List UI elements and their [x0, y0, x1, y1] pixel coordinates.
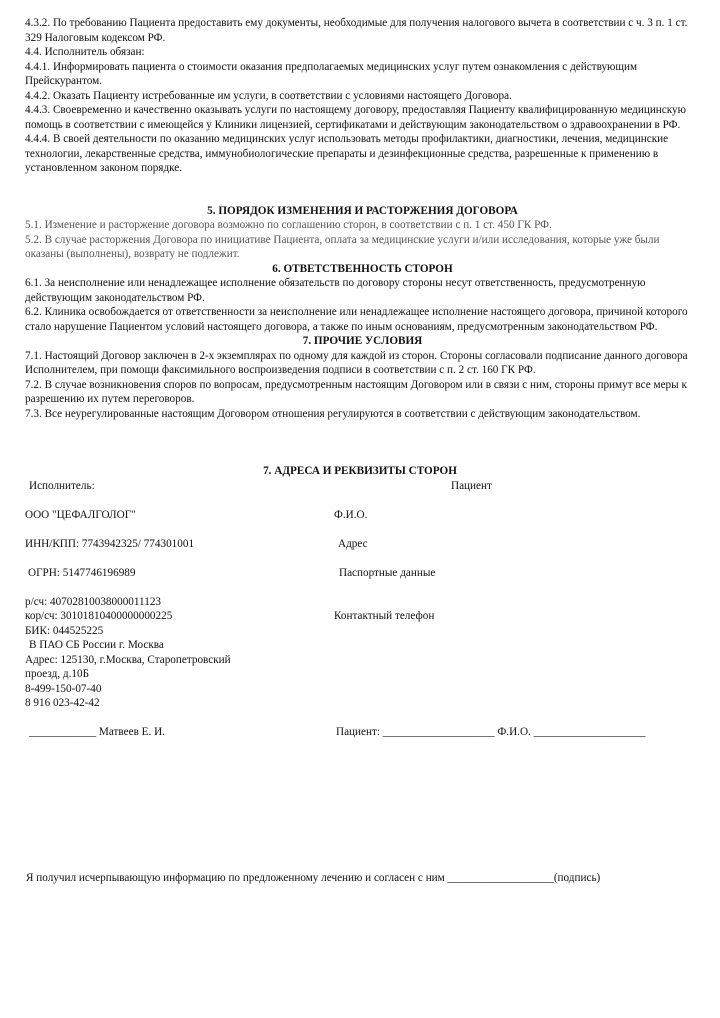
patient-fio-label: Ф.И.О.	[334, 509, 368, 521]
clause-7-3: 7.3. Все неурегулированные настоящим Договором отношения регулируются в соответствии с действующим законодательством.	[25, 407, 641, 420]
clause-4-4: 4.4. Исполнитель обязан:	[25, 46, 145, 58]
phone-2: 8 916 023-42-42	[25, 697, 100, 709]
consent-statement: Я получил исчерпывающую информацию по предложенному лечению и согласен с ним ___________________(подпись)	[26, 872, 601, 884]
company-name: ООО "ЦЕФАЛГОЛОГ"	[25, 509, 136, 521]
section-6-title: 6. ОТВЕТСТВЕННОСТЬ СТОРОН	[272, 262, 453, 275]
clause-4-4-4: 4.4.4. В своей деятельности по оказанию медицинских услуг использовать методы профилактики, диагностики, лечения, медицинские технологии, лекарственные средства, иммунобиологические препараты и дезинфекционные средства, разрешенные к применению в установленном законом порядке.	[25, 133, 669, 174]
clause-6-2: 6.2. Клиника освобождается от ответственности за неисполнение или ненадлежащее исполнение настоящего договора, причиной которого стало нарушение Пациентом условий настоящего договора, а также по иным основаниям, предусмотренным законодательством РФ.	[25, 306, 688, 333]
ogrn: ОГРН: 5147746196989	[28, 567, 136, 579]
clause-4-4-2: 4.4.2. Оказать Пациенту истребованные им услуги, в соответствии с условиями настоящего Договора.	[25, 89, 512, 102]
executor-signature-line: ____________ Матвеев Е. И.	[29, 726, 165, 738]
clause-5-2: 5.2. В случае расторжения Договора по инициативе Пациента, оплата за медицинские услуги и/или исследования, которые уже были оказаны (выполнены), возврату не подлежит.	[25, 233, 660, 260]
clause-4-4-3: 4.4.3. Своевременно и качественно оказывать услуги по настоящему договору, предоставляя Пациенту квалифицированную медицинскую помощь в соответствии с имеющейся у Клиники лицензией, сертификатами и действующим законодательством о здравоохранении в РФ.	[25, 104, 686, 131]
clause-7-1: 7.1. Настоящий Договор заключен в 2-х экземплярах по одному для каждой из сторон. Стороны согласовали подписание данного договора Исполнителем, при помощи факсимильного воспроизведения подписи в соответствии с п. 2 ст. 160 ГК РФ.	[25, 349, 688, 376]
bank-account: р/сч: 40702810038000011123	[25, 596, 162, 608]
clause-6-1: 6.1. За неисполнение или ненадлежащее исполнение обязательств по договору стороны несут ответственность, предусмотренную действующим законодательством РФ.	[25, 277, 646, 304]
clause-7-2: 7.2. В случае возникновения споров по вопросам, предусмотренным настоящим Договором или в связи с ним, стороны примут все меры к разрешению их путем переговоров.	[25, 378, 687, 405]
clause-4-3-2: 4.3.2. По требованию Пациента предоставить ему документы, необходимые для получения налогового вычета в соответствии с ч. 3 п. 1 ст. 329 Налоговым кодексом РФ.	[25, 17, 688, 44]
patient-signature-line: Пациент: ____________________ Ф.И.О. ____________________	[336, 726, 646, 738]
corr-account: кор/сч: 30101810400000000225	[25, 610, 173, 622]
section-7-title: 7. ПРОЧИЕ УСЛОВИЯ	[302, 335, 423, 347]
phone-1: 8-499-150-07-40	[25, 683, 102, 695]
bik: БИК: 044525225	[25, 625, 104, 637]
patient-address-label: Адрес	[338, 538, 368, 550]
patient-passport-label: Паспортные данные	[339, 567, 436, 579]
bank-name: В ПАО СБ России г. Москва	[29, 639, 164, 651]
address-line-1: Адрес: 125130, г.Москва, Старопетровский	[25, 654, 231, 666]
clause-4-4-1: 4.4.1. Информировать пациента о стоимости оказания предполагаемых медицинских услуг путем ознакомления с действующим Прейскурантом.	[25, 60, 638, 87]
addresses-title: 7. АДРЕСА И РЕКВИЗИТЫ СТОРОН	[263, 465, 457, 477]
clause-5-1: 5.1. Изменение и расторжение договора возможно по соглашению сторон, в соответствии с п. 1 ст. 450 ГК РФ.	[25, 219, 552, 231]
inn-kpp: ИНН/КПП: 7743942325/ 774301001	[25, 538, 195, 550]
section-5-title: 5. ПОРЯДОК ИЗМЕНЕНИЯ И РАСТОРЖЕНИЯ ДОГОВОРА	[207, 204, 518, 217]
patient-phone-label: Контактный телефон	[334, 610, 435, 622]
patient-label: Пациент	[451, 480, 492, 492]
contract-body	[25, 16, 700, 421]
address-line-2: проезд, д.10Б	[25, 668, 90, 680]
executor-label: Исполнитель:	[29, 480, 95, 492]
